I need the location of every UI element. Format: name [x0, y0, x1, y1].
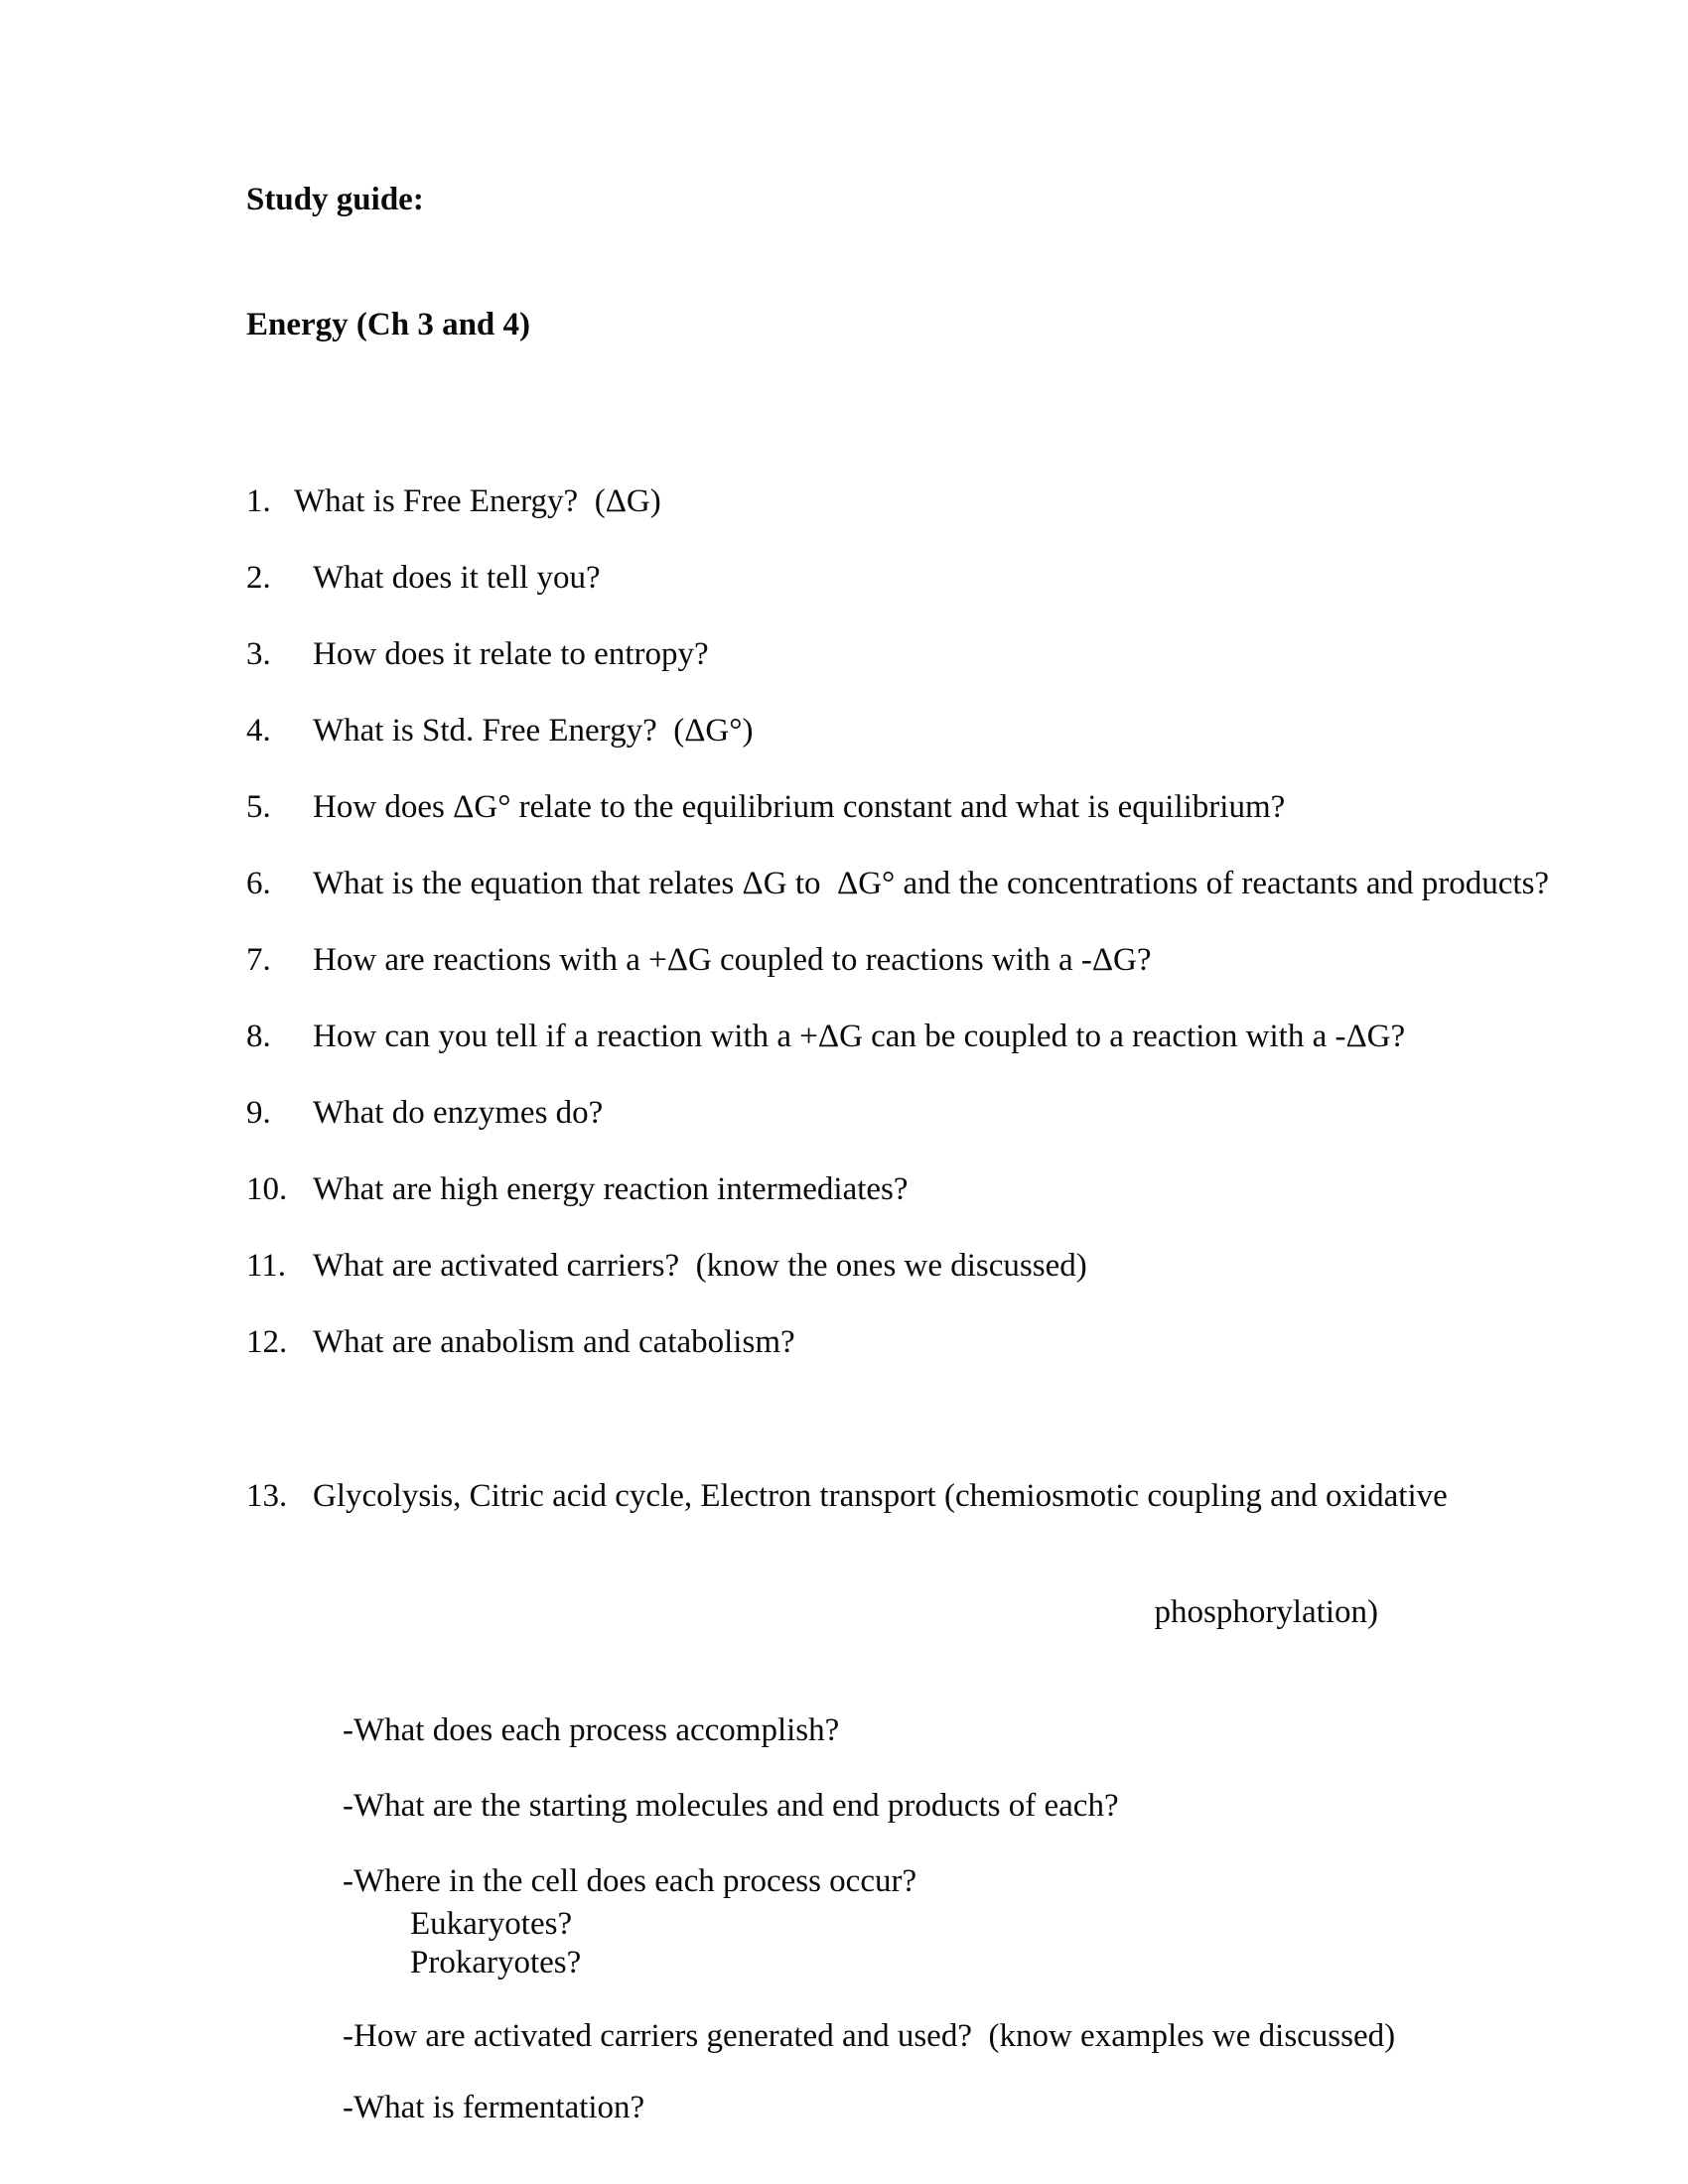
- question-text: How does it relate to entropy?: [313, 636, 709, 672]
- question-text: What is Std. Free Energy? (ΔG°): [313, 713, 754, 749]
- question-number: 11.: [246, 1248, 287, 1284]
- question-text: What are anabolism and catabolism?: [313, 1324, 795, 1360]
- question-text: What is Free Energy? (ΔG): [294, 483, 661, 519]
- question-10: [246, 1170, 1569, 1209]
- sub-question-accomplish: -What does each process accomplish?: [343, 1712, 840, 1748]
- cell-type-list: [246, 1905, 1569, 1982]
- question-9: [246, 1094, 1569, 1133]
- question-4: [246, 712, 1569, 751]
- sub-sub-question-prokaryotes: Prokaryotes?: [410, 1945, 582, 1980]
- question-text: What do enzymes do?: [313, 1095, 604, 1131]
- question-1: [246, 482, 1569, 521]
- question-text: How are reactions with a +ΔG coupled to reactions with a -ΔG?: [313, 942, 1152, 978]
- question-text: What does it tell you?: [313, 560, 601, 596]
- question-number: 3.: [246, 636, 271, 672]
- question-number: 5.: [246, 789, 271, 825]
- question-number: 12.: [246, 1324, 288, 1360]
- question-number: 10.: [246, 1171, 288, 1207]
- question-13-line-1: [246, 1477, 1569, 1516]
- question-6: [246, 865, 1569, 903]
- question-5: [246, 788, 1569, 827]
- question-number: 9.: [246, 1095, 271, 1131]
- question-2: [246, 559, 1569, 598]
- question-7: [246, 941, 1569, 980]
- title-line-1: Study guide:: [246, 182, 424, 217]
- question-number: 4.: [246, 713, 271, 749]
- question-number: 13.: [246, 1478, 288, 1514]
- page-content: [246, 0, 1569, 2127]
- question-3: [246, 635, 1569, 674]
- question-13-wrap-line: phosphorylation): [1154, 1594, 1378, 1630]
- sub-question-fermentation: -What is fermentation?: [343, 2090, 645, 2125]
- question-number: 1.: [246, 483, 271, 519]
- question-number: 6.: [246, 866, 271, 901]
- title-line-2: Energy (Ch 3 and 4): [246, 307, 531, 342]
- sub-question-starting-molecules: -What are the starting molecules and end products of each?: [343, 1788, 1119, 1824]
- document-title: [246, 95, 1569, 429]
- question-text: What are activated carriers? (know the ones we discussed): [313, 1248, 1087, 1284]
- question-number: 2.: [246, 560, 271, 596]
- question-text: What are high energy reaction intermediates?: [313, 1171, 909, 1207]
- question-12: [246, 1323, 1569, 1362]
- question-text: How does ΔG° relate to the equilibrium constant and what is equilibrium?: [313, 789, 1286, 825]
- question-text: What is the equation that relates ΔG to ΔG° and the concentrations of reactants and products?: [313, 866, 1550, 901]
- question-text: Glycolysis, Citric acid cycle, Electron transport (chemiosmotic coupling and oxidative: [313, 1478, 1448, 1514]
- question-text: How can you tell if a reaction with a +ΔG can be coupled to a reaction with a -ΔG?: [313, 1019, 1406, 1054]
- question-number: 8.: [246, 1019, 271, 1054]
- question-number: 7.: [246, 942, 271, 978]
- sub-sub-question-eukaryotes: Eukaryotes?: [410, 1906, 573, 1942]
- sub-question-activated-carriers: -How are activated carriers generated and used? (know examples we discussed): [343, 2018, 1396, 2054]
- question-13: [246, 1400, 1569, 1709]
- sub-question-where-in-cell: -Where in the cell does each process occur?: [343, 1863, 917, 1899]
- question-11: [246, 1247, 1569, 1286]
- question-8: [246, 1018, 1569, 1056]
